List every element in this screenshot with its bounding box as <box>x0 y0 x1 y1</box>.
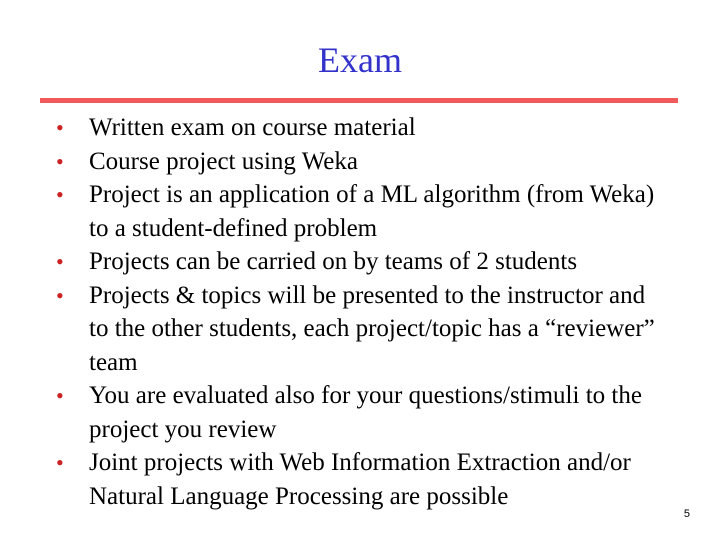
bullet-text: Projects & topics will be presented to the instructor and to the other students, each project/topic has a “reviewer” team <box>89 281 655 376</box>
slide-title: Exam <box>318 40 402 80</box>
bullet-icon: • <box>56 115 64 140</box>
bullet-icon: • <box>56 282 64 308</box>
bullet-item <box>56 111 656 145</box>
bullet-item <box>56 446 656 513</box>
bullet-text: Joint projects with Web Information Extraction and/or Natural Language Processing are possible <box>89 449 631 510</box>
bullet-text: Project is an application of a ML algorithm (from Weka) to a student-defined problem <box>89 181 655 242</box>
bullet-text: Projects can be carried on by teams of 2 students <box>89 248 578 275</box>
bullet-item <box>56 279 656 380</box>
bullet-text: You are evaluated also for your questions/stimuli to the project you review <box>89 382 642 443</box>
bullet-item <box>56 379 656 446</box>
bullet-icon: • <box>56 383 64 408</box>
bullet-icon: • <box>56 450 64 475</box>
page-number: 5 <box>683 508 690 520</box>
bullet-item <box>56 245 656 279</box>
bullet-item <box>56 178 656 245</box>
bullet-icon: • <box>56 249 64 274</box>
bullet-icon: • <box>56 182 64 207</box>
bullet-text: Course project using Weka <box>89 147 358 175</box>
bullet-item <box>56 145 656 179</box>
bullet-text: Written exam on course material <box>89 114 416 141</box>
bullet-icon: • <box>56 148 64 174</box>
title-divider <box>40 98 678 103</box>
bullet-list <box>56 111 656 513</box>
